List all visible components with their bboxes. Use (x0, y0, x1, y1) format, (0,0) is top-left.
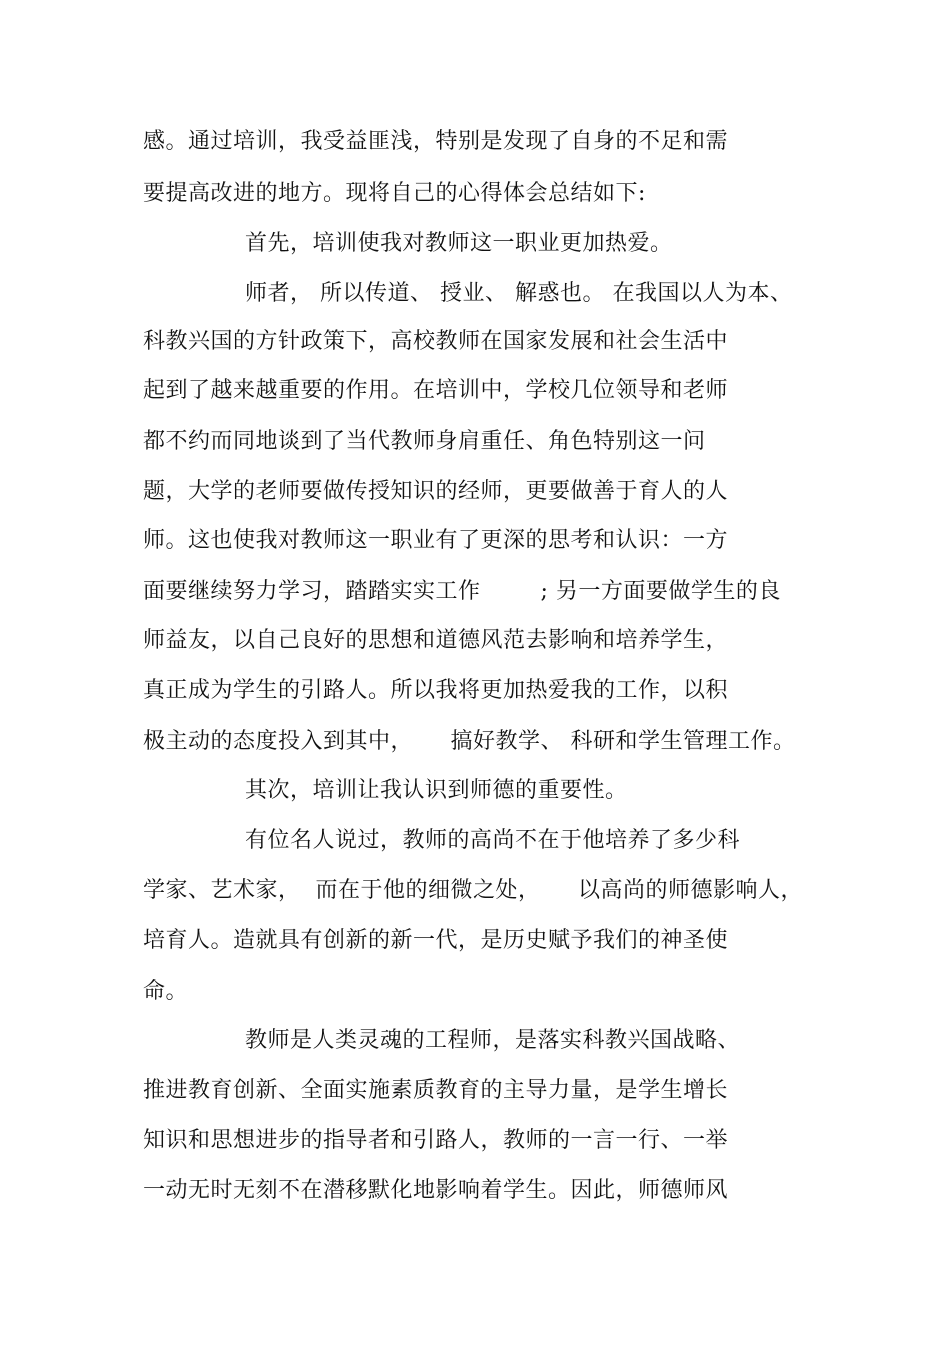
text-line: 师者， 所以传道、 授业、 解惑也。 在我国以人为本、 (245, 281, 793, 306)
text-line: 其次，培训让我认识到师德的重要性。 (245, 778, 628, 803)
text-line: 面要继续努力学习，踏踏实实工作 ; 另一方面要做学生的良 (143, 579, 781, 604)
text-line: 题，大学的老师要做传授知识的经师，更要做善于育人的人 (143, 479, 729, 504)
text-line: 师。这也使我对教师这一职业有了更深的思考和认识：一方 (143, 528, 729, 553)
text-line: 知识和思想进步的指导者和引路人，教师的一言一行、一举 (143, 1128, 729, 1153)
text-line: 师益友，以自己良好的思想和道德风范去影响和培养学生， (143, 628, 729, 653)
text-line: 一动无时无刻不在潜移默化地影响着学生。因此，师德师风 (143, 1178, 729, 1203)
text-line: 极主动的态度投入到其中， 搞好教学、 科研和学生管理工作。 (143, 729, 796, 754)
text-line: 有位名人说过，教师的高尚不在于他培养了多少科 (245, 828, 741, 853)
text-line: 学家、艺术家， 而在于他的细微之处， 以高尚的师德影响人， (143, 878, 803, 903)
text-line: 培育人。造就具有创新的新一代，是历史赋予我们的神圣使 (143, 928, 729, 953)
text-line: 首先，培训使我对教师这一职业更加热爱。 (245, 231, 673, 256)
text-line: 科教兴国的方针政策下，高校教师在国家发展和社会生活中 (143, 329, 729, 354)
text-line: 命。 (143, 979, 189, 1004)
text-line: 教师是人类灵魂的工程师，是落实科教兴国战略、 (245, 1028, 741, 1053)
text-line: 真正成为学生的引路人。所以我将更加热爱我的工作，以积 (143, 678, 729, 703)
text-line: 要提高改进的地方。现将自己的心得体会总结如下: (143, 181, 646, 206)
text-line: 起到了越来越重要的作用。在培训中，学校几位领导和老师 (143, 378, 729, 403)
text-line: 感。通过培训，我受益匪浅，特别是发现了自身的不足和需 (143, 129, 729, 154)
text-line: 都不约而同地谈到了当代教师身肩重任、角色特别这一问 (143, 429, 706, 454)
text-line: 推进教育创新、全面实施素质教育的主导力量，是学生增长 (143, 1078, 729, 1103)
